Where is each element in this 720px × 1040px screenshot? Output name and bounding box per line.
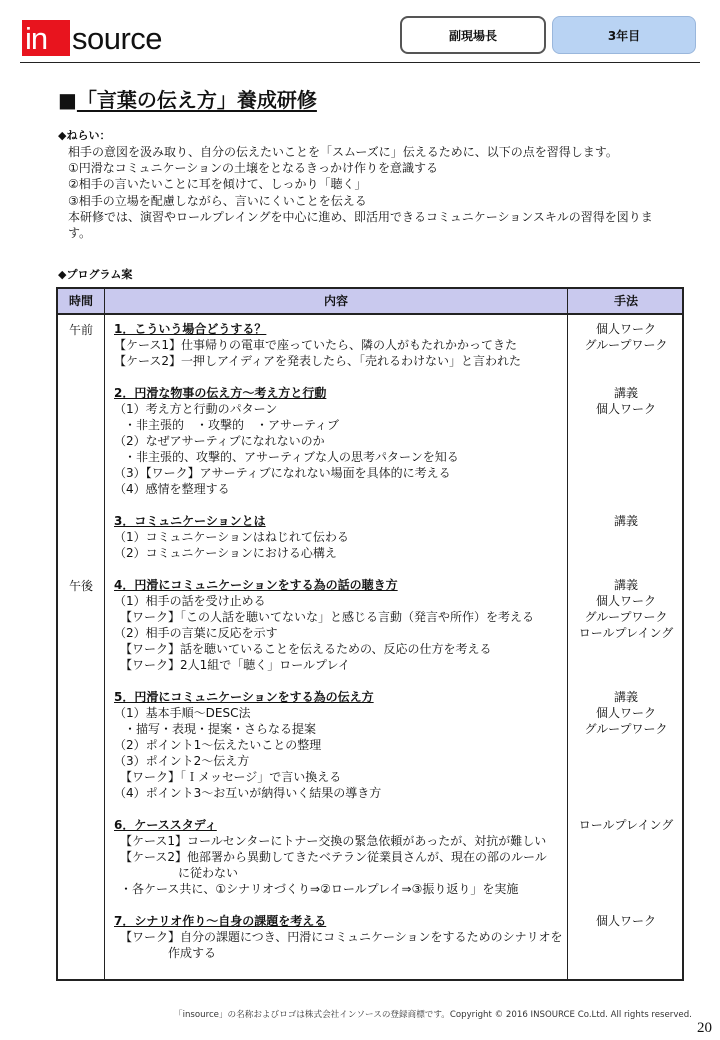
item-line: 【ワーク】2人1組で「聴く」ロールプレイ xyxy=(120,658,350,672)
item-heading: 7．シナリオ作り～自身の課題を考える xyxy=(114,914,327,928)
method-label: 講義 xyxy=(613,578,638,592)
item-heading: 3．コミュニケーションとは xyxy=(114,514,266,528)
item-heading: 1．こういう場合どうする？ xyxy=(114,322,267,336)
content-column xyxy=(114,321,568,977)
program-item-2 xyxy=(114,385,568,497)
item-line: ・非主張的、攻撃的、アサーティブな人の思考パターンを知る xyxy=(124,450,459,464)
page-number: 20 xyxy=(697,1020,712,1036)
role-badge: 副現場長 xyxy=(400,16,546,54)
item-line: 【ワーク】話を聴いていることを伝えるための、反応の仕方を考える xyxy=(120,642,492,656)
method-label: グループワーク xyxy=(584,610,668,624)
title-text: 「言葉の伝え方」養成研修 xyxy=(76,88,317,112)
logo-source-text: source xyxy=(72,21,163,56)
page-title xyxy=(58,84,317,113)
column-header-time: 時間 xyxy=(68,294,93,308)
aim-line: 本研修では、演習やロールプレイングを中心に進め、即活用できるコミュニケーションスキルの習得を図ります。 xyxy=(68,209,653,241)
method-label: グループワーク xyxy=(584,338,668,352)
method-label: 個人ワーク xyxy=(595,402,656,416)
column-divider xyxy=(104,289,105,979)
method-label: 講義 xyxy=(613,386,638,400)
copyright-notice: 「insource」の名称およびロゴは株式会社インソースの登録商標です。Copyright © 2016 INSOURCE Co.Ltd. All rights reserved. xyxy=(174,1010,692,1020)
method-cell-3 xyxy=(568,513,684,529)
item-line: （1）考え方と行動のパターン xyxy=(114,402,278,416)
item-heading: 2．円滑な物事の伝え方～考え方と行動 xyxy=(114,386,327,400)
item-heading: 5．円滑にコミュニケーションをする為の伝え方 xyxy=(114,690,374,704)
item-line: 【ワーク】「この人話を聴いてないな」と感じる言動（発言や所作）を考える xyxy=(120,610,535,624)
aim-line: ③相手の立場を配慮しながら、言いにくいことを伝える xyxy=(68,193,367,208)
program-item-1 xyxy=(114,321,568,369)
column-header-method: 手法 xyxy=(613,294,638,308)
item-line: （2）コミュニケーションにおける心構え xyxy=(114,546,337,560)
program-item-3 xyxy=(114,513,568,561)
program-table xyxy=(56,287,684,981)
item-line: （2）相手の言葉に反応を示す xyxy=(114,626,278,640)
program-item-7 xyxy=(114,913,568,961)
time-pm: 午後 xyxy=(68,579,93,593)
item-line: ・非主張的 ・攻撃的 ・アサーティブ xyxy=(124,418,340,432)
method-label: 個人ワーク xyxy=(595,706,656,720)
item-line: 【ワーク】自分の課題につき、円滑にコミュニケーションをするためのシナリオを xyxy=(120,930,563,944)
item-line: 【ケース2】一押しアイディアを発表したら、「売れるわけない」と言われた xyxy=(114,354,521,368)
aim-line: ①円滑なコミュニケーションの土壌をとなるきっかけ作りを意識する xyxy=(68,161,439,176)
method-cell-6 xyxy=(568,817,684,833)
item-line: 作成する xyxy=(168,946,217,960)
item-line: 【ワーク】「Ｉメッセージ」で言い換える xyxy=(120,770,342,784)
method-label: ロールプレイング xyxy=(578,626,674,640)
method-label: 講義 xyxy=(613,690,638,704)
item-line: （1）コミュニケーションはねじれて伝わる xyxy=(114,530,349,544)
item-line: ・各ケース共に、①シナリオづくり⇒②ロールプレイ⇒③振り返り」を実施 xyxy=(120,882,519,896)
aim-line: ②相手の言いたいことに耳を傾けて、しっかり「聴く」 xyxy=(68,177,367,192)
method-cell-2 xyxy=(568,385,684,417)
program-heading: ◆プログラム案 xyxy=(58,268,133,281)
method-cell-5 xyxy=(568,689,684,737)
item-line: （2）ポイント1～伝えたいことの整理 xyxy=(114,738,322,752)
item-line: 【ケース1】仕事帰りの電車で座っていたら、隣の人がもたれかかってきた xyxy=(114,338,518,352)
method-label: 講義 xyxy=(613,514,638,528)
item-line: に従わない xyxy=(178,866,239,880)
aim-heading: ◆ねらい： xyxy=(58,129,111,142)
aim-body xyxy=(68,144,658,241)
item-line: （4）感情を整理する xyxy=(114,482,230,496)
title-square-icon: ■ xyxy=(58,88,77,112)
method-label: ロールプレイング xyxy=(578,818,674,832)
method-label: 個人ワーク xyxy=(595,914,656,928)
item-line: （2）なぜアサーティブになれないのか xyxy=(114,434,325,448)
method-label: 個人ワーク xyxy=(595,322,656,336)
program-item-4 xyxy=(114,577,568,673)
method-cell-7 xyxy=(568,913,684,929)
program-item-6 xyxy=(114,817,568,897)
item-line: （4）ポイント3～お互いが納得いく結果の導き方 xyxy=(114,786,382,800)
item-line: 【ケース1】コールセンターにトナー交換の緊急依頼があったが、対抗が難しい xyxy=(120,834,547,848)
method-cell-1 xyxy=(568,321,684,353)
item-heading: 4．円滑にコミュニケーションをする為の話の聴き方 xyxy=(114,578,398,592)
logo-in-mark: in xyxy=(22,20,70,56)
item-line: （3）ポイント2～伝え方 xyxy=(114,754,250,768)
method-label: グループワーク xyxy=(584,722,668,736)
column-header-content: 内容 xyxy=(323,294,348,308)
program-item-5 xyxy=(114,689,568,801)
item-line: ・描写・表現・提案・さらなる提案 xyxy=(124,722,317,736)
item-line: 【ケース2】他部署から異動してきたベテラン従業員さんが、現在の部のルール xyxy=(120,850,547,864)
header-divider xyxy=(20,62,700,63)
year-badge: 3年目 xyxy=(552,16,696,54)
time-am: 午前 xyxy=(68,323,93,337)
method-cell-4 xyxy=(568,577,684,641)
method-label: 個人ワーク xyxy=(595,594,656,608)
item-line: （1）相手の話を受け止める xyxy=(114,594,266,608)
item-line: （3）【ワーク】アサーティブになれない場面を具体的に考える xyxy=(114,466,451,480)
item-line: （1）基本手順～DESC法 xyxy=(114,706,251,720)
aim-line: 相手の意図を汲み取り、自分の伝えたいことを「スムーズに」伝えるために、以下の点を習得します。 xyxy=(68,145,618,159)
item-heading: 6．ケーススタディ xyxy=(114,818,217,832)
